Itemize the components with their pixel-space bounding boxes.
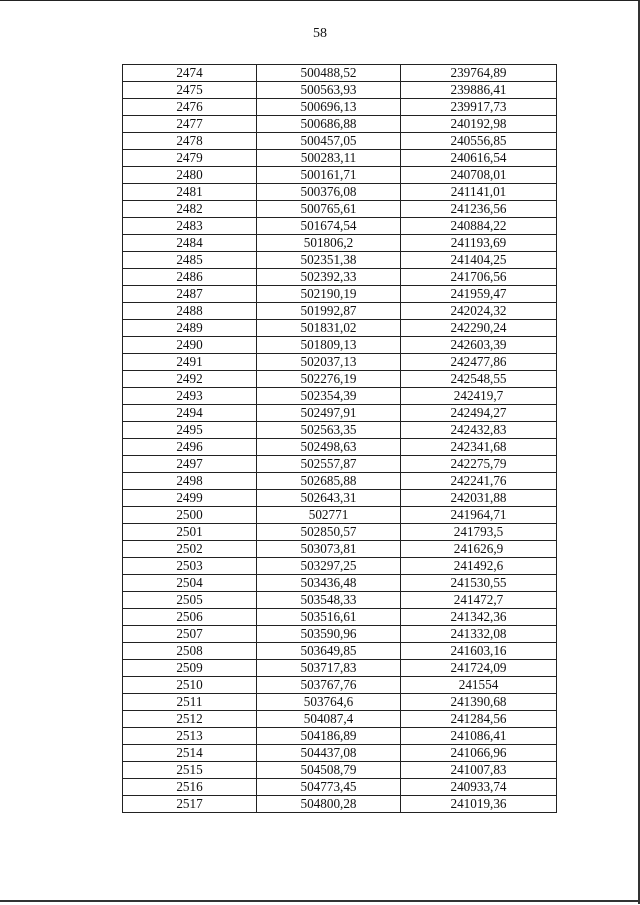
y-coordinate-cell: 242341,68 <box>401 439 557 456</box>
x-coordinate-cell: 503516,61 <box>257 609 401 626</box>
table-row <box>123 524 557 541</box>
table-row <box>123 116 557 133</box>
table-row <box>123 609 557 626</box>
y-coordinate-cell: 241554 <box>401 677 557 694</box>
table-row <box>123 507 557 524</box>
table-row <box>123 167 557 184</box>
point-number-cell: 2485 <box>123 252 257 269</box>
page-number: 58 <box>313 26 327 41</box>
table-row <box>123 184 557 201</box>
x-coordinate-cell: 500765,61 <box>257 201 401 218</box>
y-coordinate-cell: 240616,54 <box>401 150 557 167</box>
x-coordinate-cell: 503717,83 <box>257 660 401 677</box>
table-row <box>123 473 557 490</box>
y-coordinate-cell: 241964,71 <box>401 507 557 524</box>
point-number-cell: 2509 <box>123 660 257 677</box>
x-coordinate-cell: 500161,71 <box>257 167 401 184</box>
x-coordinate-cell: 504087,4 <box>257 711 401 728</box>
table-row <box>123 439 557 456</box>
x-coordinate-cell: 501806,2 <box>257 235 401 252</box>
point-number-cell: 2512 <box>123 711 257 728</box>
table-row <box>123 456 557 473</box>
table-row <box>123 201 557 218</box>
x-coordinate-cell: 500283,11 <box>257 150 401 167</box>
point-number-cell: 2475 <box>123 82 257 99</box>
x-coordinate-cell: 501992,87 <box>257 303 401 320</box>
y-coordinate-cell: 242603,39 <box>401 337 557 354</box>
x-coordinate-cell: 502771 <box>257 507 401 524</box>
table-row <box>123 82 557 99</box>
y-coordinate-cell: 242241,76 <box>401 473 557 490</box>
x-coordinate-cell: 501809,13 <box>257 337 401 354</box>
y-coordinate-cell: 239917,73 <box>401 99 557 116</box>
x-coordinate-cell: 502276,19 <box>257 371 401 388</box>
y-coordinate-cell: 239764,89 <box>401 65 557 82</box>
table-row <box>123 354 557 371</box>
table-row <box>123 779 557 796</box>
x-coordinate-cell: 502850,57 <box>257 524 401 541</box>
point-number-cell: 2482 <box>123 201 257 218</box>
bottom-rule <box>0 900 640 902</box>
y-coordinate-cell: 242024,32 <box>401 303 557 320</box>
point-number-cell: 2503 <box>123 558 257 575</box>
point-number-cell: 2493 <box>123 388 257 405</box>
table-row <box>123 252 557 269</box>
y-coordinate-cell: 241724,09 <box>401 660 557 677</box>
x-coordinate-cell: 502685,88 <box>257 473 401 490</box>
point-number-cell: 2498 <box>123 473 257 490</box>
table-row <box>123 218 557 235</box>
point-number-cell: 2513 <box>123 728 257 745</box>
table-row <box>123 320 557 337</box>
x-coordinate-cell: 503649,85 <box>257 643 401 660</box>
table-row <box>123 745 557 762</box>
x-coordinate-cell: 503073,81 <box>257 541 401 558</box>
table-row <box>123 796 557 813</box>
table-row <box>123 388 557 405</box>
x-coordinate-cell: 502190,19 <box>257 286 401 303</box>
table-row <box>123 677 557 694</box>
point-number-cell: 2501 <box>123 524 257 541</box>
x-coordinate-cell: 503764,6 <box>257 694 401 711</box>
y-coordinate-cell: 240884,22 <box>401 218 557 235</box>
y-coordinate-cell: 241284,56 <box>401 711 557 728</box>
y-coordinate-cell: 242275,79 <box>401 456 557 473</box>
y-coordinate-cell: 242477,86 <box>401 354 557 371</box>
y-coordinate-cell: 241706,56 <box>401 269 557 286</box>
point-number-cell: 2494 <box>123 405 257 422</box>
table-row <box>123 235 557 252</box>
x-coordinate-cell: 504508,79 <box>257 762 401 779</box>
table-row <box>123 660 557 677</box>
x-coordinate-cell: 500376,08 <box>257 184 401 201</box>
point-number-cell: 2492 <box>123 371 257 388</box>
table-row <box>123 405 557 422</box>
table-row <box>123 626 557 643</box>
point-number-cell: 2496 <box>123 439 257 456</box>
y-coordinate-cell: 241193,69 <box>401 235 557 252</box>
point-number-cell: 2487 <box>123 286 257 303</box>
y-coordinate-cell: 242548,55 <box>401 371 557 388</box>
x-coordinate-cell: 504437,08 <box>257 745 401 762</box>
point-number-cell: 2504 <box>123 575 257 592</box>
x-coordinate-cell: 500488,52 <box>257 65 401 82</box>
y-coordinate-cell: 240556,85 <box>401 133 557 150</box>
point-number-cell: 2489 <box>123 320 257 337</box>
x-coordinate-cell: 502037,13 <box>257 354 401 371</box>
y-coordinate-cell: 242031,88 <box>401 490 557 507</box>
point-number-cell: 2479 <box>123 150 257 167</box>
y-coordinate-cell: 241066,96 <box>401 745 557 762</box>
y-coordinate-cell: 240192,98 <box>401 116 557 133</box>
y-coordinate-cell: 242419,7 <box>401 388 557 405</box>
table-row <box>123 133 557 150</box>
point-number-cell: 2484 <box>123 235 257 252</box>
point-number-cell: 2507 <box>123 626 257 643</box>
y-coordinate-cell: 241492,6 <box>401 558 557 575</box>
x-coordinate-cell: 502354,39 <box>257 388 401 405</box>
table-row <box>123 269 557 286</box>
x-coordinate-cell: 502563,35 <box>257 422 401 439</box>
x-coordinate-cell: 504186,89 <box>257 728 401 745</box>
coordinates-table <box>122 64 557 813</box>
y-coordinate-cell: 241472,7 <box>401 592 557 609</box>
point-number-cell: 2497 <box>123 456 257 473</box>
table-row <box>123 303 557 320</box>
table-row <box>123 762 557 779</box>
point-number-cell: 2500 <box>123 507 257 524</box>
x-coordinate-cell: 503548,33 <box>257 592 401 609</box>
y-coordinate-cell: 241404,25 <box>401 252 557 269</box>
y-coordinate-cell: 241626,9 <box>401 541 557 558</box>
x-coordinate-cell: 500563,93 <box>257 82 401 99</box>
point-number-cell: 2510 <box>123 677 257 694</box>
x-coordinate-cell: 501674,54 <box>257 218 401 235</box>
table-row <box>123 422 557 439</box>
point-number-cell: 2508 <box>123 643 257 660</box>
table-row <box>123 643 557 660</box>
y-coordinate-cell: 242432,83 <box>401 422 557 439</box>
x-coordinate-cell: 500457,05 <box>257 133 401 150</box>
y-coordinate-cell: 241603,16 <box>401 643 557 660</box>
table-row <box>123 592 557 609</box>
table-row <box>123 99 557 116</box>
y-coordinate-cell: 241959,47 <box>401 286 557 303</box>
x-coordinate-cell: 503297,25 <box>257 558 401 575</box>
y-coordinate-cell: 241086,41 <box>401 728 557 745</box>
y-coordinate-cell: 241332,08 <box>401 626 557 643</box>
point-number-cell: 2515 <box>123 762 257 779</box>
x-coordinate-cell: 502351,38 <box>257 252 401 269</box>
point-number-cell: 2483 <box>123 218 257 235</box>
point-number-cell: 2480 <box>123 167 257 184</box>
table-row <box>123 541 557 558</box>
y-coordinate-cell: 241141,01 <box>401 184 557 201</box>
table-row <box>123 150 557 167</box>
point-number-cell: 2477 <box>123 116 257 133</box>
x-coordinate-cell: 503767,76 <box>257 677 401 694</box>
point-number-cell: 2491 <box>123 354 257 371</box>
x-coordinate-cell: 502643,31 <box>257 490 401 507</box>
x-coordinate-cell: 503590,96 <box>257 626 401 643</box>
point-number-cell: 2474 <box>123 65 257 82</box>
y-coordinate-cell: 239886,41 <box>401 82 557 99</box>
y-coordinate-cell: 241530,55 <box>401 575 557 592</box>
point-number-cell: 2490 <box>123 337 257 354</box>
x-coordinate-cell: 504773,45 <box>257 779 401 796</box>
table-row <box>123 694 557 711</box>
table-row <box>123 728 557 745</box>
point-number-cell: 2499 <box>123 490 257 507</box>
y-coordinate-cell: 241793,5 <box>401 524 557 541</box>
x-coordinate-cell: 502498,63 <box>257 439 401 456</box>
table-row <box>123 711 557 728</box>
table-row <box>123 286 557 303</box>
point-number-cell: 2502 <box>123 541 257 558</box>
y-coordinate-cell: 241019,36 <box>401 796 557 813</box>
x-coordinate-cell: 504800,28 <box>257 796 401 813</box>
point-number-cell: 2506 <box>123 609 257 626</box>
table-row <box>123 371 557 388</box>
y-coordinate-cell: 242290,24 <box>401 320 557 337</box>
table-row <box>123 558 557 575</box>
point-number-cell: 2486 <box>123 269 257 286</box>
point-number-cell: 2488 <box>123 303 257 320</box>
y-coordinate-cell: 240708,01 <box>401 167 557 184</box>
table-row <box>123 490 557 507</box>
y-coordinate-cell: 241236,56 <box>401 201 557 218</box>
x-coordinate-cell: 500696,13 <box>257 99 401 116</box>
x-coordinate-cell: 500686,88 <box>257 116 401 133</box>
point-number-cell: 2514 <box>123 745 257 762</box>
table-row <box>123 337 557 354</box>
x-coordinate-cell: 501831,02 <box>257 320 401 337</box>
y-coordinate-cell: 242494,27 <box>401 405 557 422</box>
point-number-cell: 2511 <box>123 694 257 711</box>
x-coordinate-cell: 502392,33 <box>257 269 401 286</box>
x-coordinate-cell: 502497,91 <box>257 405 401 422</box>
point-number-cell: 2505 <box>123 592 257 609</box>
point-number-cell: 2516 <box>123 779 257 796</box>
x-coordinate-cell: 503436,48 <box>257 575 401 592</box>
y-coordinate-cell: 241007,83 <box>401 762 557 779</box>
point-number-cell: 2476 <box>123 99 257 116</box>
point-number-cell: 2517 <box>123 796 257 813</box>
y-coordinate-cell: 241342,36 <box>401 609 557 626</box>
x-coordinate-cell: 502557,87 <box>257 456 401 473</box>
table-row <box>123 65 557 82</box>
table-row <box>123 575 557 592</box>
y-coordinate-cell: 241390,68 <box>401 694 557 711</box>
point-number-cell: 2478 <box>123 133 257 150</box>
table-body <box>123 65 557 813</box>
y-coordinate-cell: 240933,74 <box>401 779 557 796</box>
point-number-cell: 2481 <box>123 184 257 201</box>
point-number-cell: 2495 <box>123 422 257 439</box>
